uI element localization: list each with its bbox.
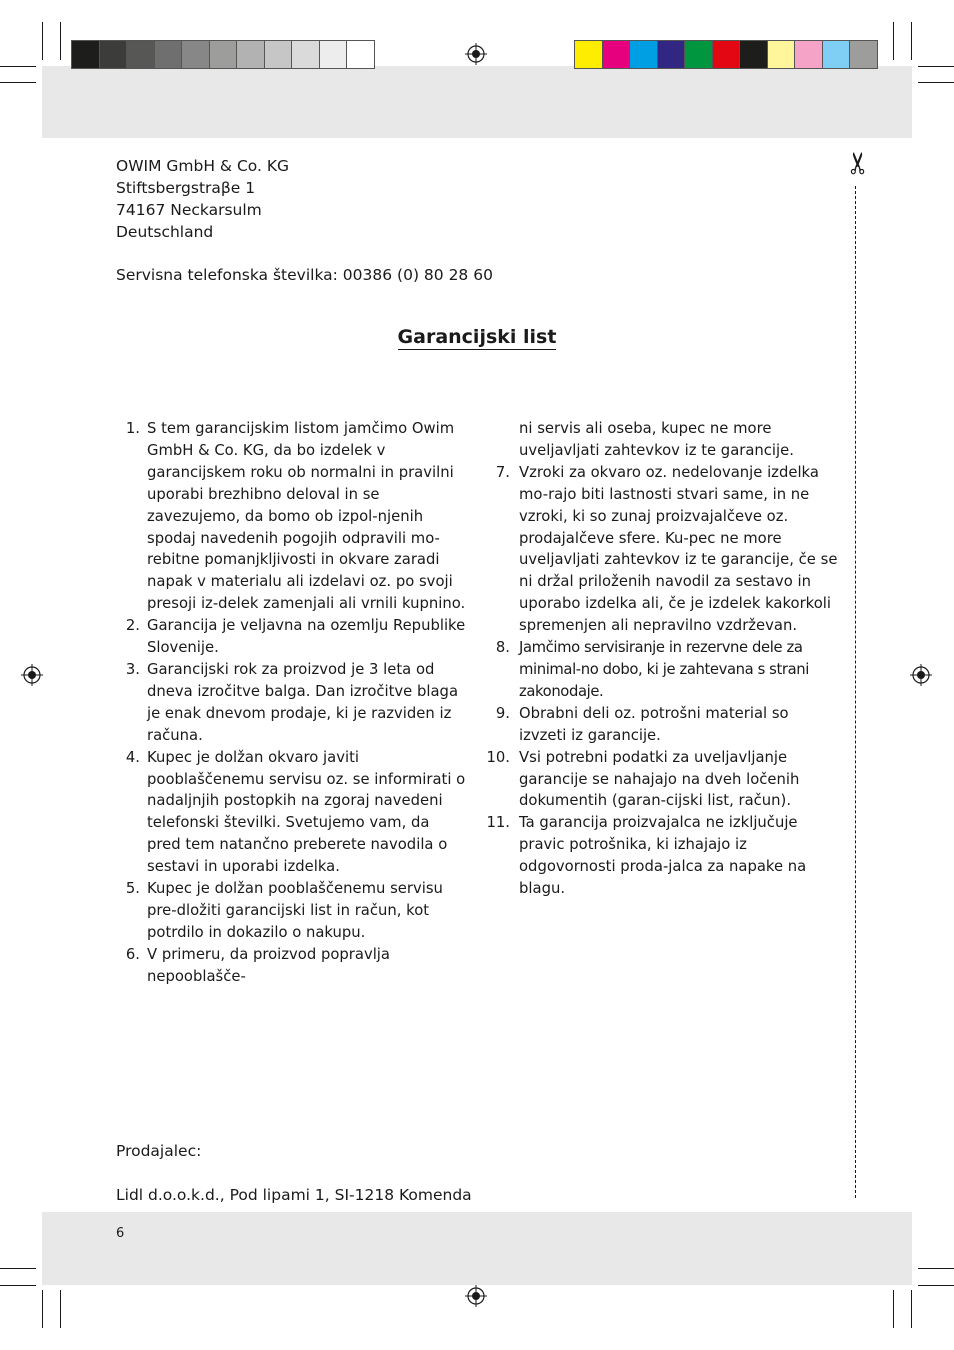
color-swatch (126, 40, 155, 69)
list-item: 6. V primeru, da proizvod popravlja nepooblašče- (125, 945, 390, 985)
list-item: 10. Vsi potrebni podatki za uveljavljanje garancije se nahajajo na dveh ločenih dokumentih (garan-cijski list, račun). (486, 748, 800, 810)
color-swatch (99, 40, 128, 69)
crop-mark (0, 1285, 36, 1286)
color-swatch (849, 40, 878, 69)
registration-mark-icon (910, 664, 932, 686)
crop-mark (0, 66, 36, 67)
crop-mark (911, 22, 912, 60)
registration-mark-icon (465, 1285, 487, 1307)
list-item: 9. Obrabni deli oz. potrošni material so izvzeti iz garancije. (495, 704, 789, 744)
crop-mark (0, 82, 36, 83)
crop-mark (42, 22, 43, 60)
bottom-band (42, 1212, 912, 1285)
service-phone: Servisna telefonska številka: 00386 (0) 80 28 60 (116, 266, 493, 284)
address-line: 74167 Neckarsulm (116, 201, 262, 219)
list-item: 5. Kupec je dolžan pooblaščenemu servisu pre-dložiti garancijski list in račun, kot potrdilo in dokazilo o nakupu. (125, 880, 443, 941)
address-line: Stiftsbergstraβe 1 (116, 179, 256, 197)
color-swatch (794, 40, 823, 69)
seller-label: Prodajalec: (116, 1142, 202, 1160)
list-item: 11. Ta garancija proizvajalca ne izključuje pravic potrošnika, ki izhajajo iz odgovornosti proda-jalca za napake na blagu. (486, 814, 807, 898)
crop-mark (60, 1290, 61, 1328)
list-item: 7. Vzroki za okvaro oz. nedelovanje izdelka mo-rajo biti lastnosti stvari same, in ne vzroki, ki so zunaj proizvajalčeve oz. prodajalčeve sfere. Ku-pec ne more uveljavljati zahtevkov iz te garancije, če se ni držal priloženih navodil za sestavo in uporabo izdelka ali, če je izdelek kakorkoli spremenjen ali nepravilno vzdrževan. (495, 463, 838, 635)
page-title-wrap (0, 326, 954, 348)
page-number: 6 (116, 1226, 125, 1241)
warranty-terms-left (116, 418, 466, 988)
crop-mark (42, 1290, 43, 1328)
color-swatch-bar (574, 40, 877, 69)
list-item: 1. S tem garancijskim listom jamčimo Owim GmbH & Co. KG, da bo izdelek v garancijskem roku ob normalni in pravilni uporabi brezhibno deloval in se zavezujemo, da bomo ob izpol-njenih spodaj navedenih pogojih odpravili mo-rebitne pomanjkljivosti in okvare zaradi napak v materialu ali izdelavi oz. po svoji presoji iz-delek zamenjali ali vrnili kupnino. (125, 420, 466, 613)
list-item-continuation: ni servis ali oseba, kupec ne more uveljavljati zahtevkov iz te garancije. (519, 420, 794, 459)
address-line: Deutschland (116, 223, 214, 241)
color-swatch (264, 40, 293, 69)
crop-mark (911, 1290, 912, 1328)
crop-mark (0, 1268, 36, 1269)
crop-mark (60, 22, 61, 60)
color-swatch (181, 40, 210, 69)
manufacturer-address (116, 155, 289, 243)
page-title: Garancijski list (397, 326, 557, 348)
crop-mark (893, 22, 894, 60)
color-swatch (291, 40, 320, 69)
color-swatch (712, 40, 741, 69)
list-item: 4. Kupec je dolžan okvaro javiti pooblaščenemu servisu oz. se informirati o nadaljnjih postopkih na zgoraj navedeni telefonski številki. Svetujemo vam, da pred tem natančno preberete navodila o sestavi in uporabi izdelka. (125, 748, 466, 876)
top-band (42, 66, 912, 138)
list-item: 2. Garancija je veljavna na ozemlju Republike Slovenije. (125, 617, 466, 657)
color-swatch (629, 40, 658, 69)
crop-mark (918, 1268, 954, 1269)
scissors-icon: ✂ (841, 150, 877, 176)
list-item: 8. Jamčimo servisiranje in rezervne dele za minimal-no dobo, ki je zahtevana s strani zakonodaje. (495, 639, 809, 700)
seller-address: Lidl d.o.o.k.d., Pod lipami 1, SI-1218 Komenda (116, 1186, 472, 1204)
color-swatch (346, 40, 375, 69)
crop-mark (918, 66, 954, 67)
color-swatch (154, 40, 183, 69)
grayscale-swatch-bar (71, 40, 374, 69)
color-swatch (236, 40, 265, 69)
color-swatch (71, 40, 100, 69)
color-swatch (657, 40, 686, 69)
color-swatch (767, 40, 796, 69)
color-swatch (574, 40, 603, 69)
crop-mark (893, 1290, 894, 1328)
color-swatch (209, 40, 238, 69)
color-swatch (319, 40, 348, 69)
warranty-terms-right (486, 418, 840, 900)
registration-mark-icon (465, 43, 487, 65)
crop-mark (918, 82, 954, 83)
registration-mark-icon (21, 664, 43, 686)
color-swatch (822, 40, 851, 69)
color-swatch (684, 40, 713, 69)
color-swatch (602, 40, 631, 69)
address-line: OWIM GmbH & Co. KG (116, 157, 290, 175)
list-item: 3. Garancijski rok za proizvod je 3 leta od dneva izročitve balga. Dan izročitve blaga je enak dnevom prodaje, ki je razviden iz računa. (125, 660, 459, 744)
color-swatch (739, 40, 768, 69)
crop-mark (918, 1285, 954, 1286)
